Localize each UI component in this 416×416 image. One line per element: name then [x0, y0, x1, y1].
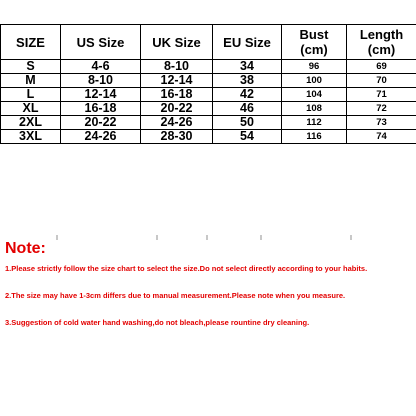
- note-title: Note:: [5, 240, 46, 257]
- cell-bust: 108: [282, 102, 347, 116]
- header-bust: [282, 25, 347, 60]
- size-chart-table: [0, 24, 416, 144]
- header-length-label: Length: [359, 27, 404, 42]
- table-header-row: [1, 25, 416, 60]
- cell-length: 72: [347, 102, 416, 116]
- cell-size: XL: [1, 102, 61, 116]
- cell-bust: 104: [282, 88, 347, 102]
- cell-uk-size: 8-10: [141, 60, 213, 74]
- cell-uk-size: 12-14: [141, 74, 213, 88]
- cell-eu-size: 54: [213, 130, 282, 144]
- cell-uk-size: 28-30: [141, 130, 213, 144]
- cell-eu-size: 38: [213, 74, 282, 88]
- table-row: [1, 60, 416, 74]
- cell-uk-size: 24-26: [141, 116, 213, 130]
- header-eu-size: EU Size: [213, 25, 282, 60]
- cell-bust: 116: [282, 130, 347, 144]
- table-row: [1, 88, 416, 102]
- divider-tick: [350, 235, 352, 240]
- cell-size: S: [1, 60, 61, 74]
- cell-us-size: 12-14: [61, 88, 141, 102]
- cell-length: 74: [347, 130, 416, 144]
- cell-bust: 100: [282, 74, 347, 88]
- cell-length: 73: [347, 116, 416, 130]
- table-row: [1, 116, 416, 130]
- table-row: [1, 130, 416, 144]
- cell-eu-size: 46: [213, 102, 282, 116]
- cell-uk-size: 20-22: [141, 102, 213, 116]
- header-bust-unit: (cm): [300, 42, 328, 57]
- cell-length: 71: [347, 88, 416, 102]
- header-length-unit: (cm): [367, 42, 396, 57]
- cell-us-size: 24-26: [61, 130, 141, 144]
- cell-eu-size: 42: [213, 88, 282, 102]
- cell-size: M: [1, 74, 61, 88]
- cell-uk-size: 16-18: [141, 88, 213, 102]
- divider-tick: [206, 235, 208, 240]
- cell-size: 3XL: [1, 130, 61, 144]
- cell-length: 69: [347, 60, 416, 74]
- cell-bust: 96: [282, 60, 347, 74]
- note-item-size-chart: 1.Please strictly follow the size chart to select the size.Do not select directly according to your habits.: [5, 264, 368, 273]
- cell-size: L: [1, 88, 61, 102]
- divider-tick: [260, 235, 262, 240]
- note-item-washing: 3.Suggestion of cold water hand washing,do not bleach,please rountine dry cleaning.: [5, 318, 310, 327]
- divider-tick: [156, 235, 158, 240]
- cell-us-size: 16-18: [61, 102, 141, 116]
- divider-tick: [56, 235, 58, 240]
- table-row: [1, 74, 416, 88]
- cell-bust: 112: [282, 116, 347, 130]
- divider-ticks: [0, 235, 416, 241]
- header-uk-size: UK Size: [141, 25, 213, 60]
- cell-us-size: 8-10: [61, 74, 141, 88]
- cell-us-size: 4-6: [61, 60, 141, 74]
- cell-us-size: 20-22: [61, 116, 141, 130]
- table-row: [1, 102, 416, 116]
- header-size: SIZE: [1, 25, 61, 60]
- cell-eu-size: 34: [213, 60, 282, 74]
- header-bust-label: Bust: [299, 27, 329, 42]
- note-item-measurement: 2.The size may have 1-3cm differs due to manual measurement.Please note when you measure.: [5, 291, 346, 300]
- cell-length: 70: [347, 74, 416, 88]
- header-us-size: US Size: [61, 25, 141, 60]
- header-length: [347, 25, 416, 60]
- cell-eu-size: 50: [213, 116, 282, 130]
- cell-size: 2XL: [1, 116, 61, 130]
